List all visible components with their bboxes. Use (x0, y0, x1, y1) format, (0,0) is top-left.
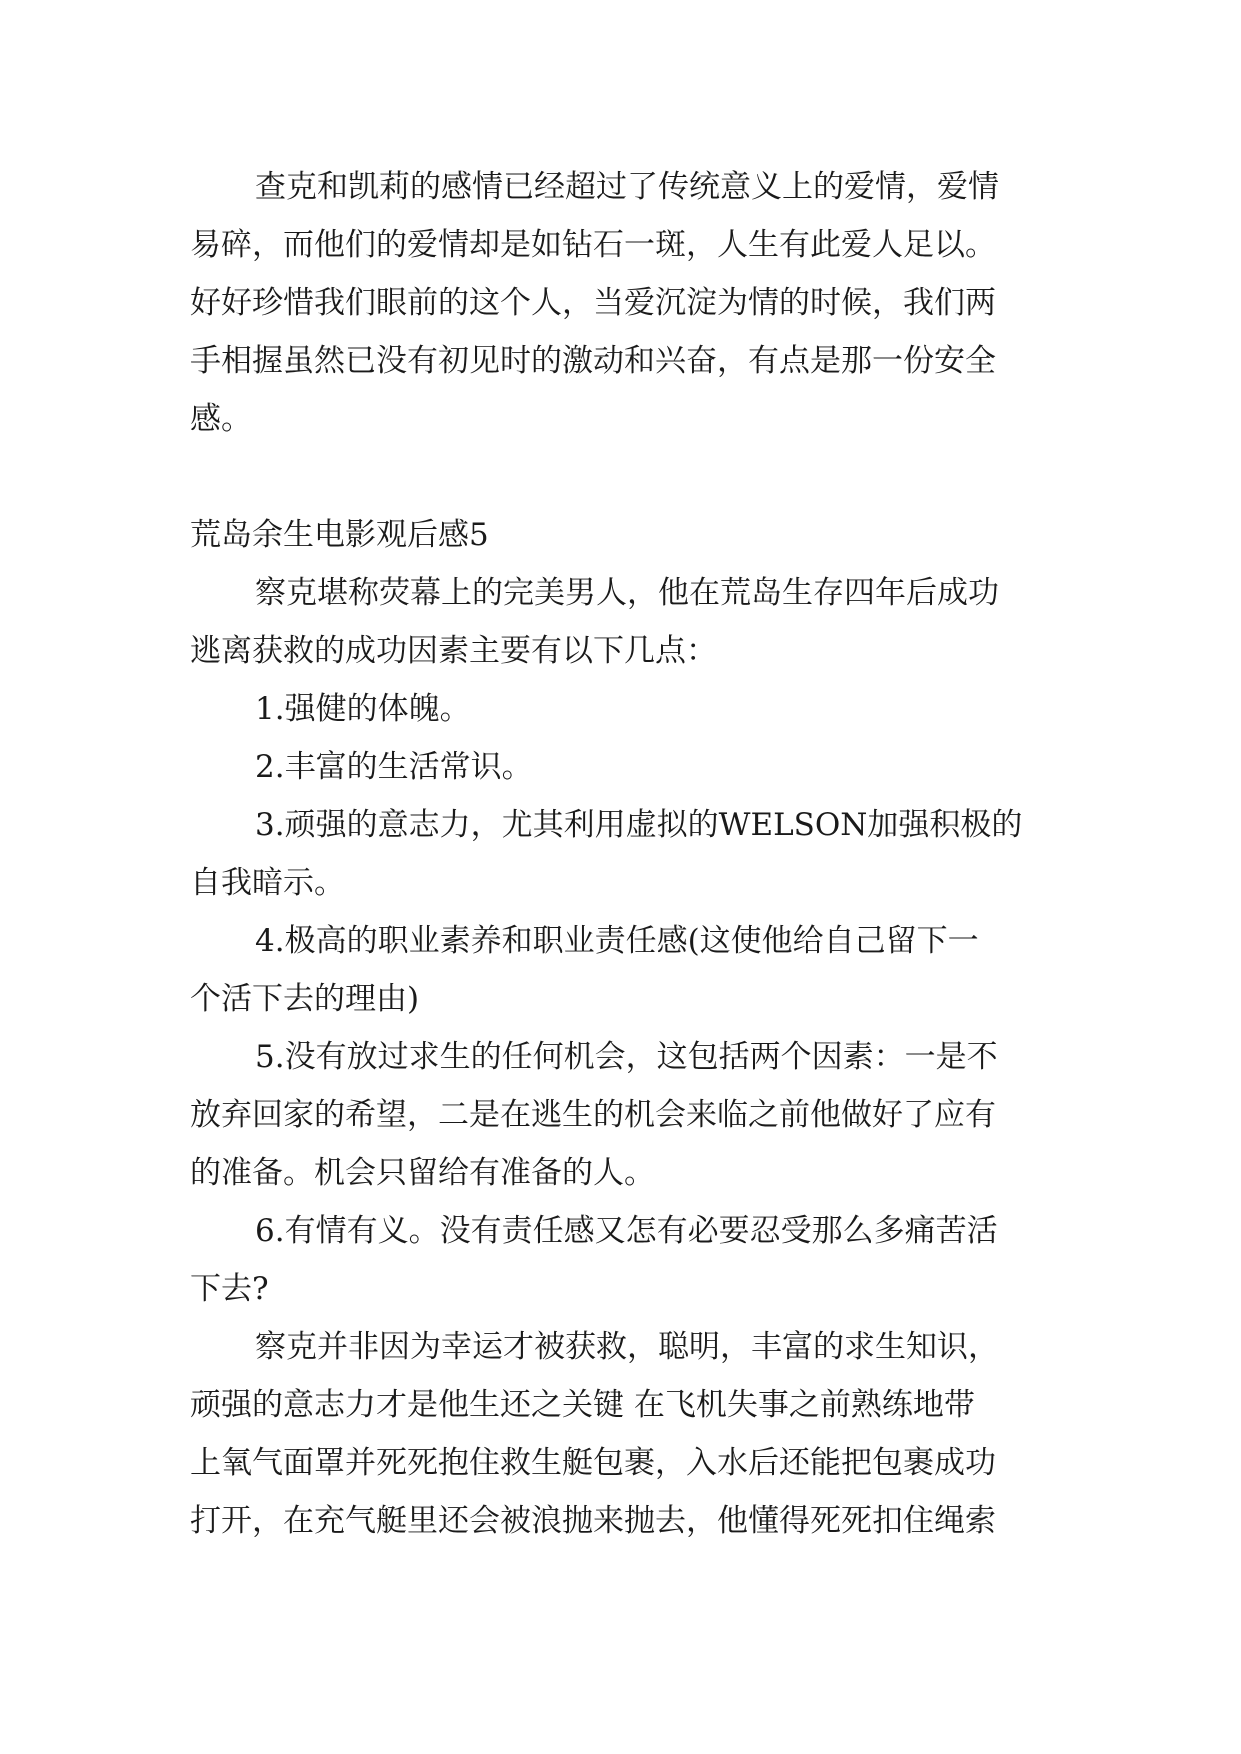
paragraph-line: 感。 (190, 401, 252, 437)
paragraph-line: 顽强的意志力才是他生还之关键 在飞机失事之前熟练地带 (190, 1387, 975, 1423)
list-item-continuation: 个活下去的理由) (190, 981, 420, 1017)
paragraph-line: 逃离获救的成功因素主要有以下几点： (190, 633, 717, 669)
list-item-continuation: 放弃回家的希望，二是在逃生的机会来临之前他做好了应有 (190, 1097, 996, 1133)
list-item: 3.顽强的意志力，尤其利用虚拟的WELSON加强积极的 (255, 807, 1023, 843)
list-item-continuation: 的准备。机会只留给有准备的人。 (190, 1155, 655, 1191)
paragraph-line: 好好珍惜我们眼前的这个人，当爱沉淀为情的时候，我们两 (190, 285, 996, 321)
list-item: 1.强健的体魄。 (255, 691, 471, 727)
list-item: 5.没有放过求生的任何机会，这包括两个因素：一是不 (255, 1039, 998, 1075)
paragraph-line: 手相握虽然已没有初见时的激动和兴奋，有点是那一份安全 (190, 343, 996, 379)
paragraph-line: 上氧气面罩并死死抱住救生艇包裹，入水后还能把包裹成功 (190, 1445, 996, 1481)
paragraph-line: 易碎，而他们的爱情却是如钻石一斑，人生有此爱人足以。 (190, 227, 996, 263)
list-item: 4.极高的职业素养和职业责任感(这使他给自己留下一 (255, 923, 979, 959)
paragraph-line: 查克和凯莉的感情已经超过了传统意义上的爱情，爱情 (255, 169, 999, 205)
list-item-continuation: 自我暗示。 (190, 865, 345, 901)
paragraph-line: 察克并非因为幸运才被获救，聪明，丰富的求生知识， (255, 1329, 999, 1365)
section-heading: 荒岛余生电影观后感5 (190, 517, 489, 553)
paragraph-line: 察克堪称荧幕上的完美男人，他在荒岛生存四年后成功 (255, 575, 999, 611)
list-item: 2.丰富的生活常识。 (255, 749, 533, 785)
paragraph-line: 打开，在充气艇里还会被浪抛来抛去，他懂得死死扣住绳索 (190, 1503, 996, 1539)
list-item: 6.有情有义。没有责任感又怎有必要忍受那么多痛苦活 (255, 1213, 998, 1249)
list-item-continuation: 下去? (190, 1271, 269, 1307)
